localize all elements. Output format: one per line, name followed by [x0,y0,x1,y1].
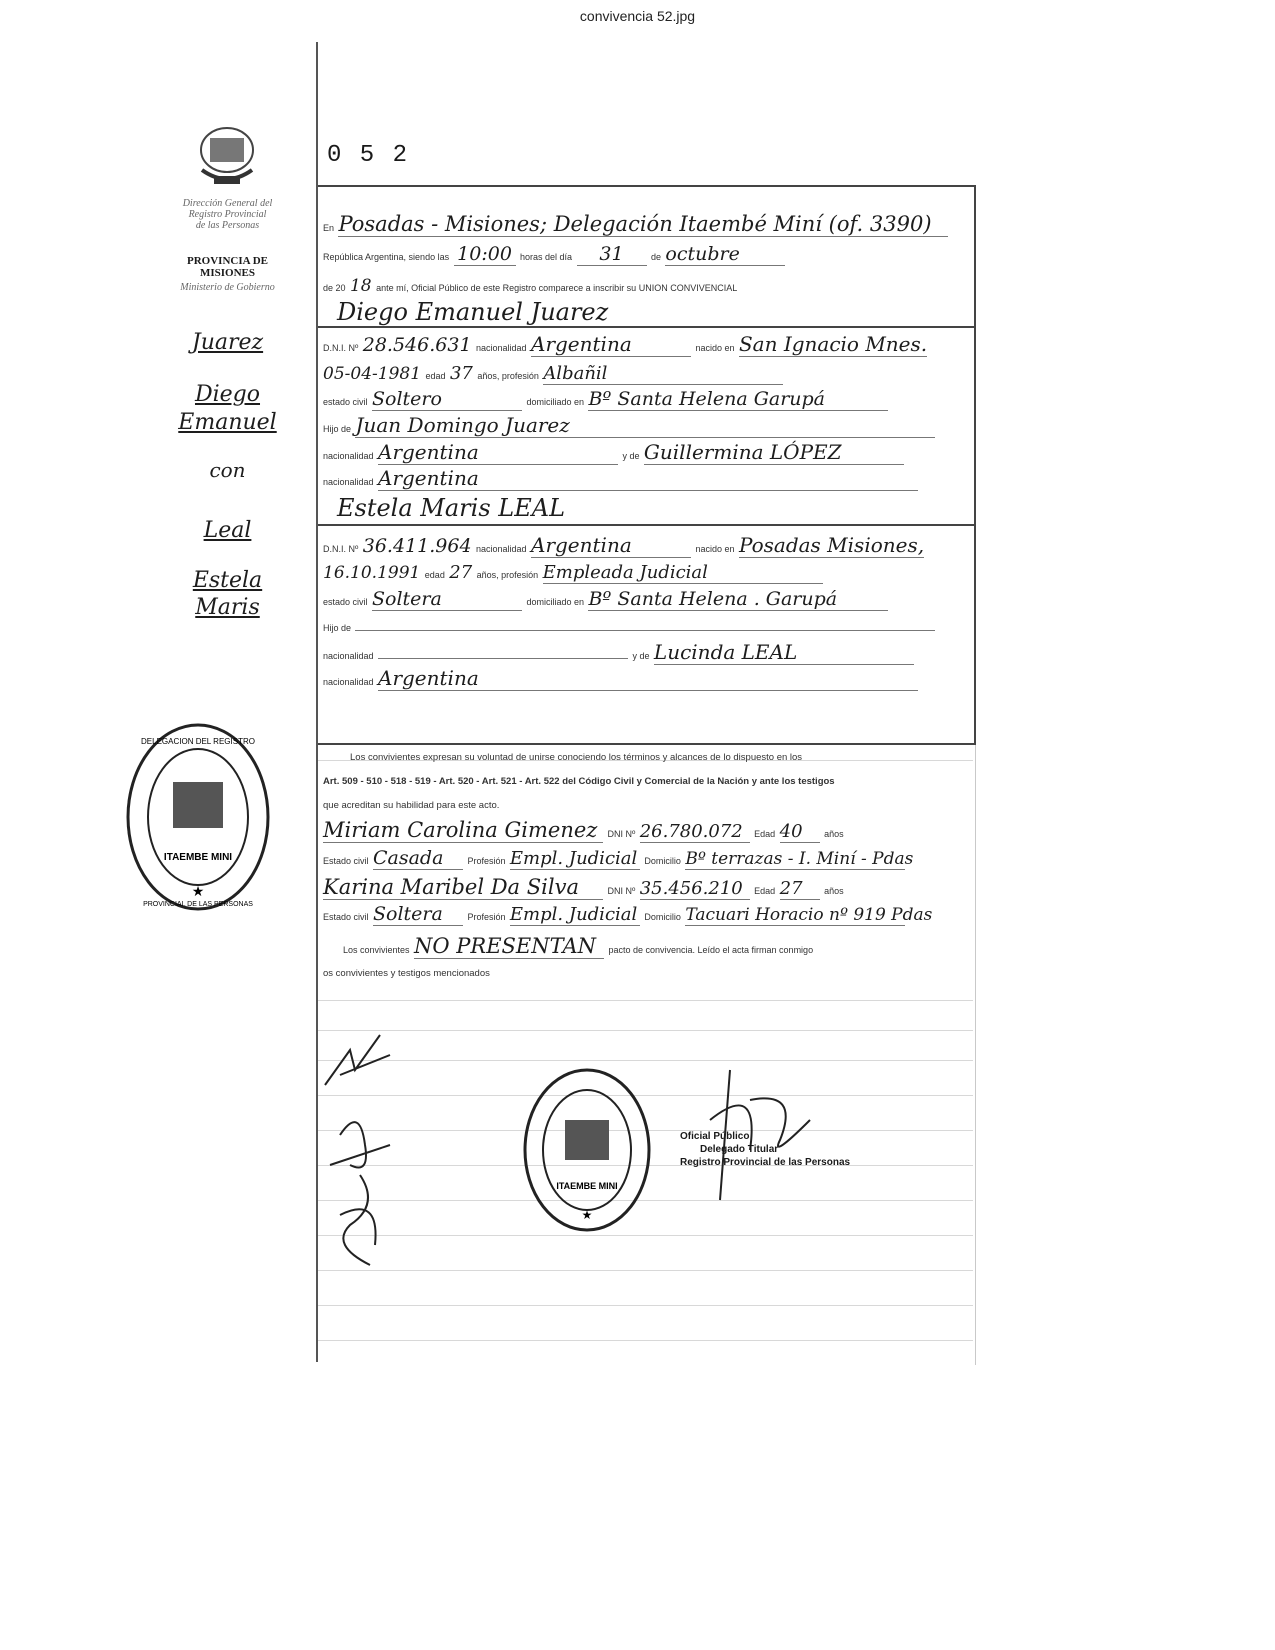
witness1-civil-label: Estado civil [323,856,369,866]
witness2-prof-label: Profesión [467,912,506,922]
svg-text:PROVINCIAL DE LAS PERSONAS: PROVINCIAL DE LAS PERSONAS [143,901,253,908]
witness1-prof-label: Profesión [467,856,506,866]
file-name: convivencia 52.jpg [579,8,696,24]
closing-label-c: os convivientes y testigos mencionados [323,968,490,979]
witness1-domicile: Bº terrazas - I. Miní - Pdas [685,849,914,869]
place-prefix: En [323,223,335,233]
ruled-line [318,1030,973,1031]
witness2-age: 27 [780,878,820,900]
witness2-profession: Empl. Judicial [510,904,640,926]
witness1-civil: Casada [373,847,463,870]
registry-seal-icon [123,720,273,915]
person1-birth-date: 05-04-1981 [323,364,422,384]
witness2-dni-label: DNI Nº [607,886,636,896]
act-number: 0 5 2 [327,142,410,169]
person2-age-label: edad [424,570,445,580]
person1-civil: Soltero [372,388,522,411]
person1-nationality: Argentina [531,332,691,357]
person2-domicile: Bº Santa Helena . Garupá [588,588,888,611]
person1-father-nat-label: nacionalidad [323,451,374,461]
svg-text:ITAEMBE MINI: ITAEMBE MINI [163,852,233,863]
witness1-dni-label: DNI Nº [607,829,636,839]
line3-label-a: de 20 [323,283,346,293]
officer-stamp-line2: Delegado Titular [700,1144,779,1155]
person1-born: San Ignacio Mnes. [738,332,928,356]
line2-label-c: de [650,252,661,262]
closing-label-b: pacto de convivencia. Leído el acta firman conmigo [608,945,814,955]
person2-nationality: Argentina [531,533,691,558]
delegation-seal-icon [520,1065,655,1235]
day-value: 31 [577,243,647,266]
ruled-line [318,1340,973,1341]
person2-mother: Lucinda LEAL [654,640,914,665]
person1-mother: Guillermina LÓPEZ [644,440,904,465]
margin-middlename-2: Maris [195,595,260,620]
month-value: octubre [665,243,785,266]
person2-dni: 36.411.964 [362,535,472,557]
person2-dom-label: domiciliado en [526,597,584,607]
witness1-profession: Empl. Judicial [510,848,640,870]
person2-child-label: Hijo de [323,623,352,633]
closing-label-a: Los convivientes [343,945,410,955]
line2-label-b: horas del día [520,252,573,262]
svg-text:ITAEMBE MINI: ITAEMBE MINI [556,1181,618,1191]
person1-age: 37 [449,363,473,384]
pact-status: NO PRESENTAN [414,934,604,959]
declaration-line3: que acreditan su habilidad para este acto. [323,800,500,811]
person2-nat-label: nacionalidad [476,544,527,554]
person2-born-label: nacido en [695,544,735,554]
year-value: 18 [349,276,372,296]
person1-civil-label: estado civil [323,397,368,407]
left-header-line3: de las Personas [195,220,260,231]
witness2-dni: 35.456.210 [640,878,750,900]
person2-civil-label: estado civil [323,597,368,607]
person1-prof-label: años, profesión [477,371,539,381]
person1-mother-nat: Argentina [378,466,918,491]
person1-name: Diego Emanuel Juarez [337,298,609,326]
witness2-civil-label: Estado civil [323,912,369,922]
margin-connector: con [209,458,246,482]
person2-father-nat-label: nacionalidad [323,651,374,661]
officer-stamp-line1: Oficial Público [680,1131,750,1142]
person1-profession: Albañil [543,363,783,385]
witness1-dni: 26.780.072 [640,821,750,843]
ruled-line [318,1305,973,1306]
witness1-age-label: Edad [754,829,776,839]
person1-nat-label: nacionalidad [476,343,527,353]
signature-convivient-2 [320,1105,410,1275]
person1-father-nat: Argentina [378,440,618,465]
person2-birth-date: 16.10.1991 [323,563,421,583]
margin-surname-2: Leal [203,518,252,543]
margin-surname-1: Juarez [191,330,264,355]
person2-profession: Empleada Judicial [543,562,823,584]
person1-father: Juan Domingo Juarez [355,413,935,438]
province-line1: PROVINCIA DE [187,255,268,267]
person1-age-label: edad [425,371,446,381]
person2-dni-label: D.N.I. Nº [323,544,359,554]
person1-mother-nat-label: nacionalidad [323,477,374,487]
margin-firstname-2: Estela [192,568,263,593]
signature-convivient-1 [320,1030,410,1100]
left-header-line2: Registro Provincial [188,209,267,220]
person2-father [355,616,935,631]
person1-dom-label: domiciliado en [526,397,584,407]
place-value: Posadas - Misiones; Delegación Itaembé Miní (of. 3390) [338,212,948,237]
person1-dni-label: D.N.I. Nº [323,343,359,353]
svg-text:DELEGACION DEL REGISTRO: DELEGACION DEL REGISTRO [141,737,255,746]
witness2-age-label: Edad [754,886,776,896]
margin-middlename-1: Emanuel [178,410,277,435]
person2-age: 27 [449,562,473,583]
witness2-civil: Soltera [373,903,463,926]
margin-firstname-1: Diego [194,382,261,407]
section-divider [318,326,976,328]
person2-and-label: y de [632,651,650,661]
province-coat-of-arms-icon [192,120,262,192]
witness1-dom-label: Domicilio [644,856,681,866]
section-divider [318,524,976,526]
person2-father-nat-blank [378,648,628,659]
person2-prof-label: años, profesión [476,570,539,580]
svg-text:★: ★ [581,1208,593,1222]
left-header-line1: Dirección General del [182,198,273,209]
line2-label-a: República Argentina, siendo las [323,252,450,262]
witness2-domicile: Tacuari Horacio nº 919 Pdas [685,905,933,925]
witness2-dom-label: Domicilio [644,912,681,922]
declaration-line1: Los convivientes expresan su voluntad de unirse conociendo los términos y alcances de lo dispuesto en los [350,752,803,763]
witness1-name: Miriam Carolina Gimenez [323,818,603,843]
province-line2: MISIONES [199,267,256,279]
ruled-line [318,1000,973,1001]
person1-domicile: Bº Santa Helena Garupá [588,388,888,411]
person1-child-label: Hijo de [323,424,352,434]
time-value: 10:00 [454,243,516,266]
declaration-line2: Art. 509 - 510 - 518 - 519 - Art. 520 - Art. 521 - Art. 522 del Código Civil y Comercial de la Nación y ante los testigos [323,776,835,787]
person2-mother-nat: Argentina [378,666,918,691]
person2-mother-nat-label: nacionalidad [323,677,374,687]
ruled-line [318,1270,973,1271]
person1-and-label: y de [622,451,640,461]
witness2-name: Karina Maribel Da Silva [323,875,603,900]
ministry: Ministerio de Gobierno [180,282,275,293]
person2-name: Estela Maris LEAL [337,494,565,522]
person2-civil: Soltera [372,588,522,611]
witness1-age: 40 [780,821,820,843]
witness2-years-label: años [824,886,844,896]
line3-label-b: ante mí, Oficial Público de este Registro comparece a inscribir su UNION CONVIVENCIAL [376,283,738,293]
person1-born-label: nacido en [695,343,735,353]
person1-dni: 28.546.631 [362,334,472,356]
svg-text:★: ★ [191,883,205,899]
officer-stamp-line3: Registro Provincial de las Personas [680,1157,851,1168]
person2-born: Posadas Misiones, [738,533,925,557]
witness1-years-label: años [824,829,844,839]
